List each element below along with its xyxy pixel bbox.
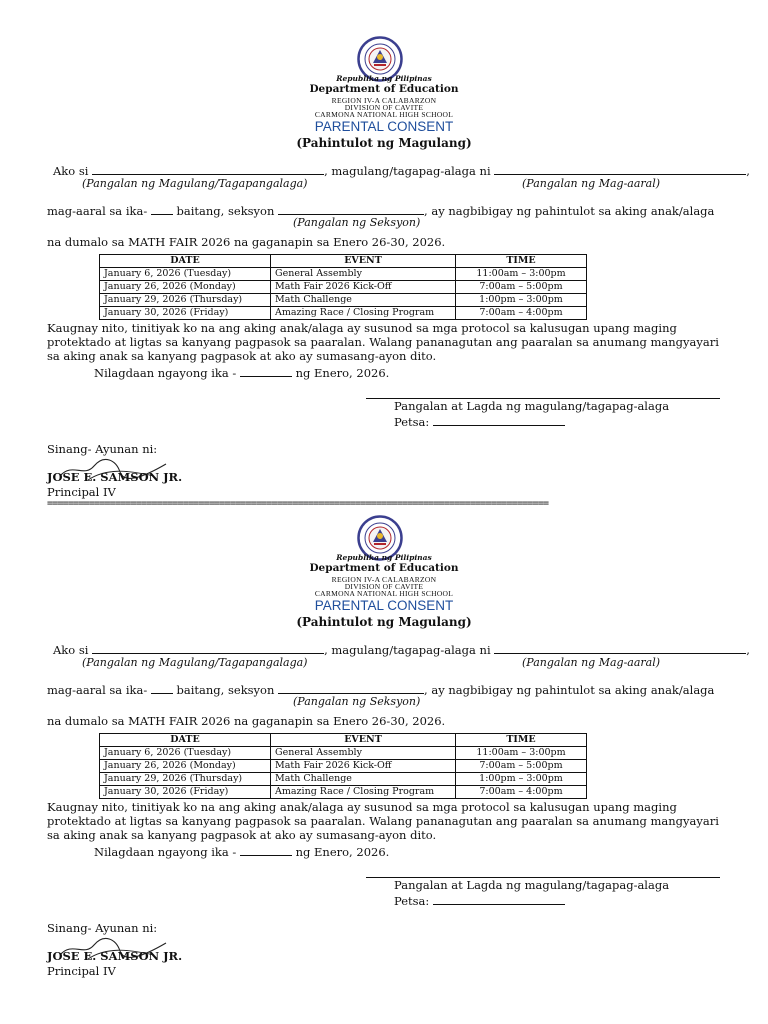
date-cell: January 26, 2026 (Monday) [100,281,271,294]
signed-prefix: Nilagdaan ngayong ika - [94,366,237,380]
schedule-header-row [100,734,587,747]
date-cell: January 26, 2026 (Monday) [100,760,271,773]
event-cell: Math Challenge [271,294,456,307]
date-header: DATE [100,255,271,268]
table-row [100,281,587,294]
principal-name: JOSE E. SAMSON JR. [47,470,183,484]
school-label: CARMONA NATIONAL HIGH SCHOOL [314,589,454,598]
time-header: TIME [456,255,587,268]
schedule-header-row [100,255,587,268]
table-row [100,773,587,786]
line1-end: , [746,164,750,178]
approved-by-label: Sinang- Ayunan ni: [47,442,158,456]
time-cell: 1:00pm – 3:00pm [456,773,587,786]
signed-date-line [94,365,389,380]
date-row [394,893,565,908]
consent-line-3: na dumalo sa MATH FAIR 2026 na gaganapin sa Enero 26-30, 2026. [47,714,446,728]
signed-day-field[interactable] [240,844,292,856]
principal-title: Principal IV [47,485,116,499]
line1-mid: , magulang/tagapag-alaga ni [324,643,491,657]
event-header: EVENT [271,734,456,747]
event-cell: Amazing Race / Closing Program [271,307,456,320]
date-cell: January 29, 2026 (Thursday) [100,294,271,307]
signed-suffix: ng Enero, 2026. [295,845,390,859]
consent-line-1 [53,163,750,178]
form-subtitle: (Pahintulot ng Magulang) [296,136,472,150]
section-caption: (Pangalan ng Seksyon) [293,216,421,229]
date-cell: January 6, 2026 (Tuesday) [100,747,271,760]
consent-form-1 [0,0,768,499]
date-row [394,414,565,429]
form-title: PARENTAL CONSENT [314,119,454,134]
table-row [100,268,587,281]
date-cell: January 29, 2026 (Thursday) [100,773,271,786]
time-cell: 7:00am – 4:00pm [456,786,587,799]
consent-line-1 [53,642,750,657]
parent-signature-label: Pangalan at Lagda ng magulang/tagapag-alaga [394,878,670,892]
republic-label: Republika ng Pilipinas [336,553,432,562]
event-cell: General Assembly [271,747,456,760]
event-cell: Math Challenge [271,773,456,786]
consent-line-3: na dumalo sa MATH FAIR 2026 na gaganapin sa Enero 26-30, 2026. [47,235,446,249]
line1-end: , [746,643,750,657]
signed-date-line [94,844,389,859]
event-cell: Math Fair 2026 Kick-Off [271,760,456,773]
principal-title: Principal IV [47,964,116,978]
table-row [100,786,587,799]
date-header: DATE [100,734,271,747]
date-field[interactable] [433,414,565,426]
republic-label: Republika ng Pilipinas [336,74,432,83]
time-cell: 7:00am – 5:00pm [456,281,587,294]
date-label: Petsa: [394,894,430,908]
division-label: DIVISION OF CAVITE [344,103,424,112]
line2-prefix: mag-aaral sa ika- [47,204,148,218]
signed-day-field[interactable] [240,365,292,377]
event-header: EVENT [271,255,456,268]
line1-prefix: Ako si [53,643,89,657]
form-subtitle: (Pahintulot ng Magulang) [296,615,472,629]
school-label: CARMONA NATIONAL HIGH SCHOOL [314,110,454,119]
student-name-field[interactable] [494,642,746,654]
form-separator: ================================================================================================ [47,498,549,509]
approved-by-label: Sinang- Ayunan ni: [47,921,158,935]
form-title: PARENTAL CONSENT [314,598,454,613]
parent-signature-label: Pangalan at Lagda ng magulang/tagapag-alaga [394,399,670,413]
table-row [100,307,587,320]
grade-field[interactable] [151,203,173,215]
signed-suffix: ng Enero, 2026. [295,366,390,380]
line2-end: , ay nagbibigay ng pahintulot sa aking anak/alaga [424,683,715,697]
event-cell: General Assembly [271,268,456,281]
parent-name-caption: (Pangalan ng Magulang/Tagapangalaga) [82,656,308,669]
section-field[interactable] [278,682,424,694]
time-cell: 11:00am – 3:00pm [456,747,587,760]
date-cell: January 6, 2026 (Tuesday) [100,268,271,281]
department-label: Department of Education [309,83,459,95]
line2-mid: baitang, seksyon [176,204,275,218]
time-cell: 7:00am – 4:00pm [456,307,587,320]
region-label: REGION IV-A CALABARZON [331,575,437,584]
line2-mid: baitang, seksyon [176,683,275,697]
line1-prefix: Ako si [53,164,89,178]
parent-name-field[interactable] [92,642,324,654]
schedule-table [99,733,587,799]
region-label: REGION IV-A CALABARZON [331,96,437,105]
parent-name-caption: (Pangalan ng Magulang/Tagapangalaga) [82,177,308,190]
date-cell: January 30, 2026 (Friday) [100,786,271,799]
table-row [100,294,587,307]
event-cell: Amazing Race / Closing Program [271,786,456,799]
table-row [100,760,587,773]
consent-form-2 [0,479,768,978]
student-name-caption: (Pangalan ng Mag-aaral) [522,656,661,669]
student-name-field[interactable] [494,163,746,175]
line2-prefix: mag-aaral sa ika- [47,683,148,697]
schedule-table [99,254,587,320]
grade-field[interactable] [151,682,173,694]
signed-prefix: Nilagdaan ngayong ika - [94,845,237,859]
line2-end: , ay nagbibigay ng pahintulot sa aking anak/alaga [424,204,715,218]
consent-paragraph: Kaugnay nito, tinitiyak ko na ang aking anak/alaga ay susunod sa mga protocol sa kalusugan upang maging protektado at ligtas sa kanyang pagpasok sa paaralan. Walang pananagutan ang paaralan sa anumang mangyayari sa aking anak sa kanyang pagpasok at ako ay sumasang-ayon dito. [47,800,719,843]
event-cell: Math Fair 2026 Kick-Off [271,281,456,294]
date-label: Petsa: [394,415,430,429]
line1-mid: , magulang/tagapag-alaga ni [324,164,491,178]
time-cell: 7:00am – 5:00pm [456,760,587,773]
principal-name: JOSE E. SAMSON JR. [47,949,183,963]
student-name-caption: (Pangalan ng Mag-aaral) [522,177,661,190]
consent-paragraph: Kaugnay nito, tinitiyak ko na ang aking anak/alaga ay susunod sa mga protocol sa kalusugan upang maging protektado at ligtas sa kanyang pagpasok sa paaralan. Walang pananagutan ang paaralan sa anumang mangyayari sa aking anak sa kanyang pagpasok at ako ay sumasang-ayon dito. [47,321,719,364]
date-cell: January 30, 2026 (Friday) [100,307,271,320]
department-label: Department of Education [309,562,459,574]
time-cell: 1:00pm – 3:00pm [456,294,587,307]
division-label: DIVISION OF CAVITE [344,582,424,591]
section-caption: (Pangalan ng Seksyon) [293,695,421,708]
date-field[interactable] [433,893,565,905]
time-cell: 11:00am – 3:00pm [456,268,587,281]
time-header: TIME [456,734,587,747]
table-row [100,747,587,760]
parent-name-field[interactable] [92,163,324,175]
section-field[interactable] [278,203,424,215]
